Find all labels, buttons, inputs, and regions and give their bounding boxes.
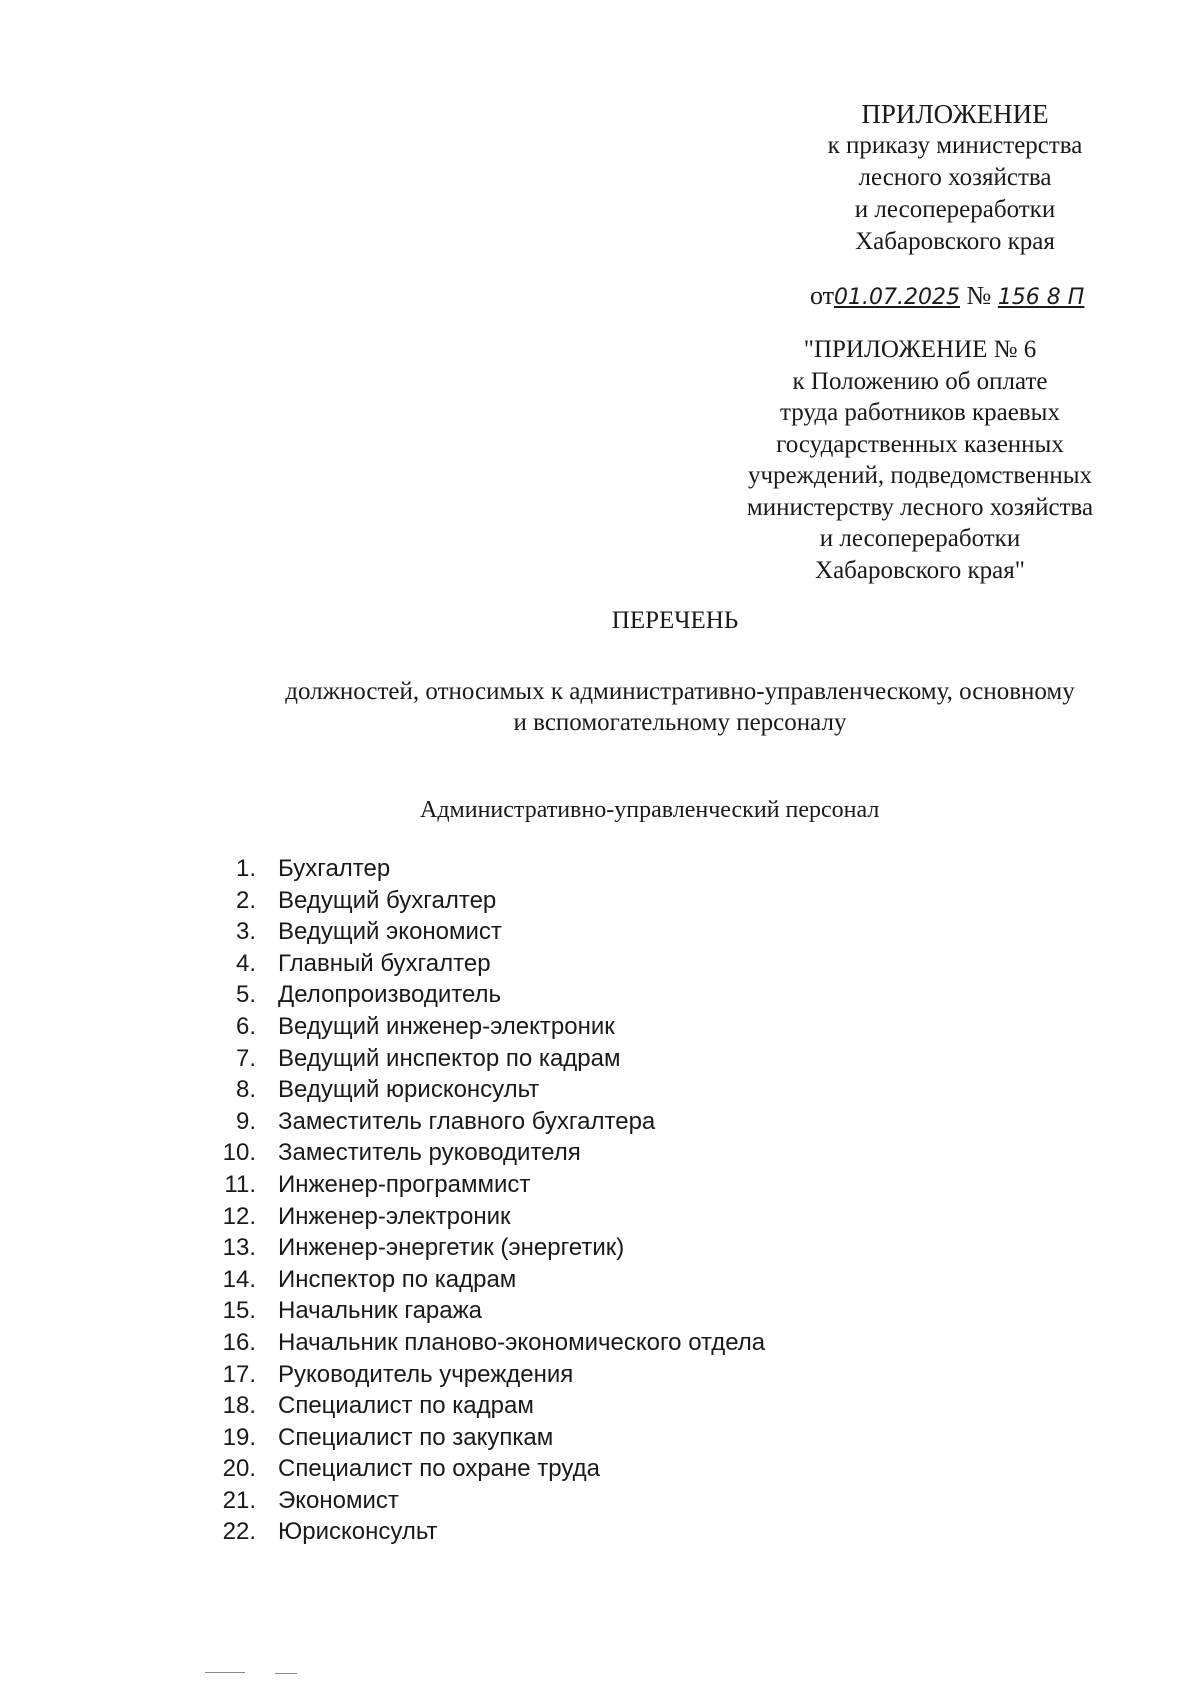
list-item: [200, 1234, 765, 1266]
appendix6-header: [720, 334, 1120, 586]
item-number: 11.: [224, 1170, 256, 1198]
list-item: [200, 1013, 765, 1045]
item-text: Заместитель руководителя: [278, 1139, 581, 1167]
item-number: 19.: [222, 1423, 256, 1451]
item-text: Экономист: [278, 1486, 399, 1514]
item-number: 22.: [222, 1518, 256, 1546]
appendix6-line: к Положению об оплате: [792, 367, 1048, 395]
scan-artifact: [275, 1673, 297, 1674]
list-item: [200, 1361, 765, 1393]
list-item: [200, 1392, 765, 1424]
from-label: от: [810, 281, 835, 310]
list-title: ПЕРЕЧЕНЬ: [611, 607, 739, 634]
section-heading: Административно-управленческий персонал: [420, 797, 880, 823]
item-number: 2.: [235, 886, 256, 914]
list-item: [200, 1424, 765, 1456]
item-text: Инспектор по кадрам: [278, 1265, 517, 1293]
list-item: [200, 1203, 765, 1235]
item-text: Заместитель главного бухгалтера: [278, 1107, 656, 1135]
item-number: 14.: [222, 1265, 256, 1293]
list-item: [200, 1487, 765, 1519]
appendix6-line: учреждений, подведомственных: [747, 462, 1093, 489]
appendix-header: [790, 98, 1120, 258]
scan-artifact: [205, 1672, 245, 1673]
list-item: [200, 950, 765, 982]
item-text: Ведущий инженер-электроник: [278, 1012, 615, 1040]
appendix6-title: "ПРИЛОЖЕНИЕ № 6: [803, 336, 1037, 363]
list-item: [200, 887, 765, 919]
item-text: Начальник гаража: [278, 1297, 483, 1325]
item-number: 15.: [222, 1297, 256, 1325]
item-number: 1.: [235, 855, 256, 882]
list-item: [200, 1139, 765, 1171]
item-number: 4.: [235, 949, 256, 977]
item-text: Инженер-программист: [278, 1170, 531, 1198]
list-item: [200, 1266, 765, 1298]
list-item: [200, 855, 765, 887]
appendix-line: Хабаровского края: [855, 228, 1055, 255]
appendix6-line: труда работников краевых: [780, 399, 1060, 426]
appendix6-line: государственных казенных: [776, 430, 1064, 458]
appendix6-line: и лесопереработки: [819, 525, 1021, 552]
list-item: [200, 918, 765, 950]
positions-list: [200, 855, 765, 1550]
item-number: 6.: [235, 1012, 256, 1040]
item-number: 3.: [235, 918, 256, 946]
item-number: 20.: [222, 1455, 256, 1483]
handwritten-date: 01.07.2025: [834, 285, 960, 310]
item-number: 7.: [235, 1044, 256, 1072]
item-number: 16.: [222, 1328, 256, 1356]
item-number: 17.: [222, 1360, 256, 1388]
item-text: Начальник планово-экономического отдела: [278, 1328, 766, 1356]
item-text: Делопроизводитель: [278, 981, 502, 1009]
list-item: [200, 1297, 765, 1329]
item-text: Ведущий экономист: [278, 918, 502, 946]
item-text: Специалист по закупкам: [278, 1423, 554, 1451]
subtitle-line: и вспомогательному персоналу: [513, 709, 847, 736]
subtitle-line: должностей, относимых к административно-управленческому, основному: [285, 678, 1075, 705]
item-text: Руководитель учреждения: [278, 1360, 574, 1388]
item-text: Главный бухгалтер: [278, 949, 491, 977]
appendix6-line: министерству лесного хозяйства: [746, 493, 1094, 521]
order-reference: [810, 281, 1084, 311]
list-item: [200, 1329, 765, 1361]
item-number: 9.: [235, 1107, 256, 1135]
number-label: №: [966, 281, 992, 310]
item-text: Юрисконсульт: [278, 1518, 438, 1546]
list-item: [200, 1076, 765, 1108]
item-text: Ведущий инспектор по кадрам: [278, 1044, 621, 1072]
list-item: [200, 1518, 765, 1550]
item-number: 13.: [222, 1234, 256, 1262]
item-text: Ведущий юрисконсульт: [278, 1076, 540, 1104]
list-item: [200, 1045, 765, 1077]
item-number: 18.: [222, 1392, 256, 1420]
list-item: [200, 1108, 765, 1140]
item-text: Специалист по охране труда: [278, 1455, 600, 1483]
list-item: [200, 981, 765, 1013]
item-text: Ведущий бухгалтер: [278, 886, 497, 914]
appendix6-line: Хабаровского края": [815, 556, 1025, 584]
item-number: 21.: [222, 1486, 256, 1514]
list-item: [200, 1455, 765, 1487]
list-item: [200, 1171, 765, 1203]
item-number: 12.: [222, 1202, 256, 1230]
appendix-line: и лесопереработки: [854, 196, 1056, 223]
appendix-line: к приказу министерства: [827, 132, 1083, 159]
item-text: Инженер-энергетик (энергетик): [278, 1234, 625, 1262]
item-number: 8.: [235, 1076, 256, 1104]
item-number: 10.: [222, 1139, 256, 1167]
item-number: 5.: [235, 981, 256, 1009]
appendix-title: ПРИЛОЖЕНИЕ: [861, 99, 1049, 129]
handwritten-number: 156 8 П: [997, 285, 1085, 310]
item-text: Специалист по кадрам: [278, 1392, 534, 1420]
appendix-line: лесного хозяйства: [858, 164, 1052, 191]
item-text: Бухгалтер: [278, 855, 391, 882]
item-text: Инженер-электроник: [278, 1202, 511, 1230]
list-subtitle: [240, 676, 1120, 738]
